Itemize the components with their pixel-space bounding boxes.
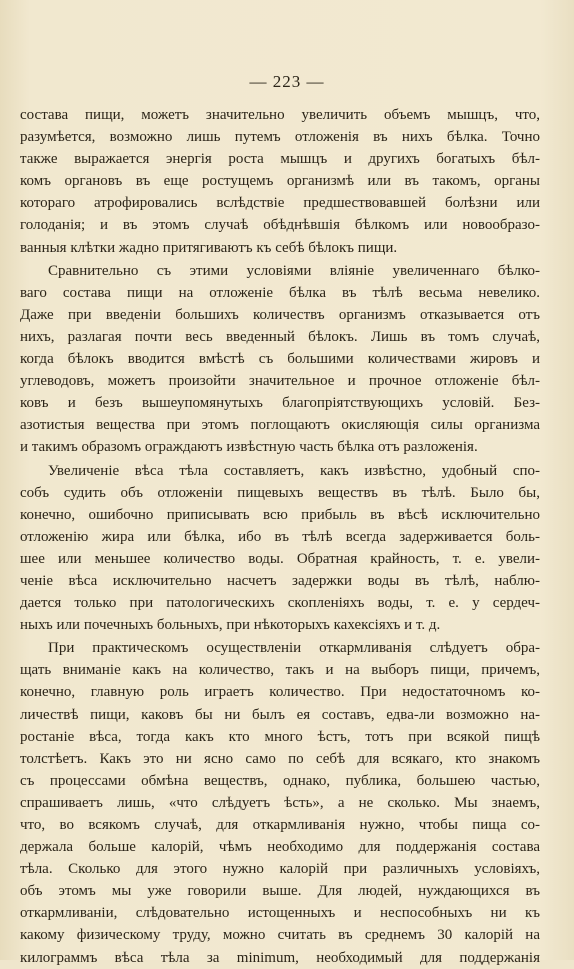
- text-line: При практическомъ осуществленіи откармливанія слѣдуетъ обра-: [48, 640, 540, 657]
- text-line: азотистыя вещества при этомъ поглощаютъ окисляющія силы организма: [20, 417, 540, 434]
- text-line: спрашиваетъ лишь, «что слѣдуетъ ѣсть», а не сколько. Мы знаемъ,: [20, 794, 540, 811]
- text-line: нихъ, разлагая почти весь введенный бѣлокъ. Лишь въ томъ случаѣ,: [20, 328, 540, 345]
- text-line: котораго атрофировались вслѣдствіе предшествовавшей болѣзни или: [20, 195, 540, 212]
- text-line: дается только при патологическихъ скопленіяхъ воды, т. е. у сердеч-: [20, 595, 540, 612]
- text-line: щать вниманіе какъ на количество, такъ и на выборъ пищи, причемъ,: [20, 662, 540, 679]
- page-number: — 223 —: [249, 72, 325, 91]
- text-body: [20, 104, 540, 969]
- text-line: толстѣетъ. Какъ это ни ясно само по себѣ для всякаго, кто знакомъ: [20, 750, 540, 767]
- text-line: состава пищи, можетъ значительно увеличить объемъ мышцъ, что,: [20, 107, 540, 123]
- text-line: когда бѣлокъ вводится вмѣстѣ съ большими количествами жировъ и: [20, 351, 540, 368]
- text-line: ростаніе вѣса, тогда какъ кто много ѣстъ, тотъ при всякой пищѣ: [20, 728, 540, 745]
- text-line: ныхъ или почечныхъ больныхъ, при нѣкоторыхъ кахексіяхъ и т. д.: [20, 617, 441, 634]
- text-line: что, во всякомъ случаѣ, для откармливанія нужно, чтобы пища со-: [20, 817, 540, 833]
- text-line: ченіе вѣса исключительно насчетъ задержки воды въ тѣлѣ, наблю-: [20, 572, 540, 589]
- text-line: держала больше калорій, чѣмъ необходимо для поддержанія состава: [20, 839, 540, 856]
- text-line: ковъ и безъ вышеупомянутыхъ благопріятствующихъ условій. Без-: [20, 395, 540, 412]
- paragraph: [20, 460, 540, 637]
- text-line: Сравнительно съ этими условіями вліяніе увеличеннаго бѣлко-: [48, 262, 540, 279]
- text-line: конечно, ошибочно приписывать всю прибыль въ вѣсѣ исключительно: [20, 506, 540, 523]
- text-line: ванныя клѣтки жадно притягиваютъ къ себѣ бѣлокъ пищи.: [20, 239, 398, 256]
- text-line: личествѣ пищи, каковъ бы ни былъ ея составъ, едва-ли возможно на-: [20, 706, 540, 723]
- text-line: собъ судить объ отложеніи пищевыхъ веществъ въ тѣлѣ. Было бы,: [20, 484, 540, 501]
- paragraph: [20, 637, 540, 968]
- text-line: съ процессами обмѣна веществъ, однако, публика, большею частью,: [20, 772, 540, 789]
- text-line: углеводовъ, можетъ произойти значительное и прочное отложеніе бѣл-: [20, 373, 540, 390]
- text-line: Даже при введеніи большихъ количествъ организмъ отказывается отъ: [20, 306, 540, 323]
- paragraph: [20, 104, 540, 259]
- text-line: ваго состава пищи на отложеніе бѣлка въ тѣлѣ весьма невелико.: [20, 284, 540, 301]
- text-line: шее или меньшее количество воды. Обратная крайность, т. е. увели-: [20, 550, 540, 567]
- paragraph: [20, 260, 540, 459]
- text-line: конечно, главную роль играетъ количество. При недостаточномъ ко-: [20, 684, 540, 701]
- text-line: какому физическому труду, можно считать въ среднемъ 30 калорій на: [20, 927, 540, 944]
- text-line: килограммъ вѣса тѣла за minimum, необходимый для поддержанія: [20, 949, 540, 966]
- text-line: голоданія; и въ этомъ случаѣ обѣднѣвшія бѣлкомъ или новообразо-: [20, 217, 540, 234]
- text-line: тѣла. Сколько для этого нужно калорій при различныхъ условіяхъ,: [20, 861, 540, 878]
- text-line: объ этомъ мы уже говорили выше. Для людей, нуждающихся въ: [20, 883, 540, 900]
- text-line: и такимъ образомъ ограждаютъ извѣстную часть бѣлка отъ разложенія.: [20, 439, 478, 456]
- text-line: комъ органовъ въ еще ростущемъ организмѣ или въ такомъ, органы: [20, 173, 540, 190]
- text-line: разумѣется, возможно лишь путемъ отложенія въ нихъ бѣлка. Точно: [20, 129, 540, 146]
- text-line: отложенію жира или бѣлка, ибо въ тѣлѣ всегда задерживается боль-: [20, 528, 540, 545]
- text-line: Увеличеніе вѣса тѣла составляетъ, какъ извѣстно, удобный спо-: [48, 462, 540, 479]
- text-line: также выражается энергія роста мышцъ и другихъ богатыхъ бѣл-: [20, 151, 540, 168]
- text-line: откармливаніи, слѣдовательно истощенныхъ и неспособныхъ ни къ: [20, 905, 540, 922]
